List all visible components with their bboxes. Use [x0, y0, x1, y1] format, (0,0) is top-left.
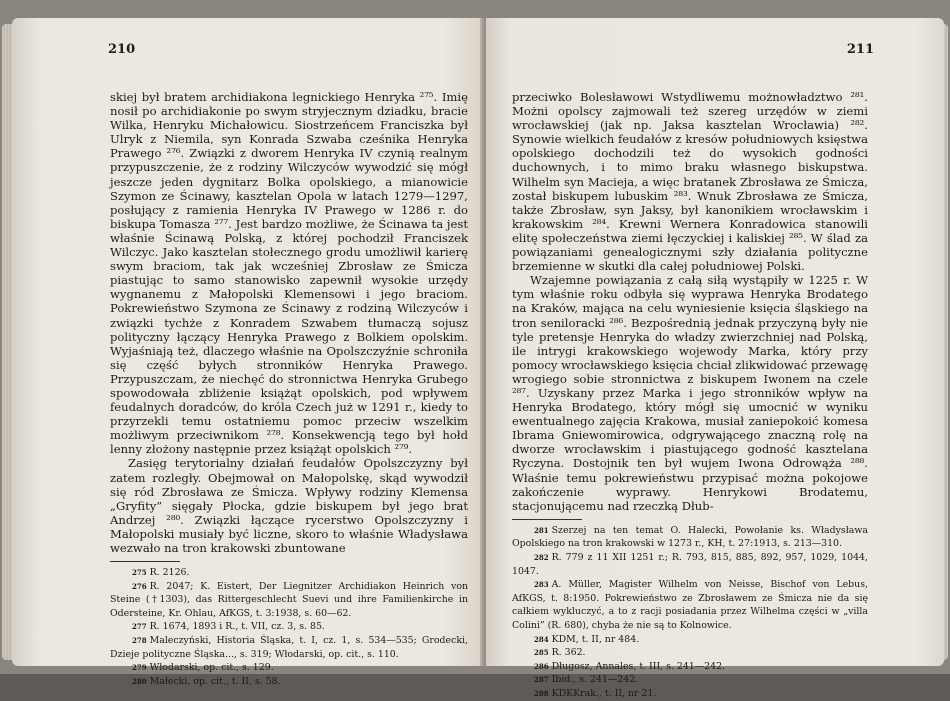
footnote: 276 R. 2047; K. Eistert, Der Liegnitzer Archidiakon Heinrich von Steine (†1303), das Rittergeschlecht Suevi und ihre Familienkirche in Odersteine, Kr. Ohlau, AfKGS, t. 3:1938, s. 60—62. [110, 580, 468, 619]
footnote: 288 KDKKrak., t. II, nr 21. [534, 687, 657, 699]
footnote: 281 Szerzej na ten temat O. Halecki, Powołanie ks. Władysława Opolskiego na tron krakowski w 1273 r., KH, t. 27:1913, s. 213—310. [512, 524, 868, 550]
footnote: 283 A. Müller, Magister Wilhelm von Neisse, Bischof von Lebus, AfKGS, t. 8:1950. Pokrewieństwo ze Zbrosławem ze Śmicza nie da się całkiem wykluczyć, a to z racji posiadania przez Wilhelma części w „villa Colini” (R. 680), chyba że nie są to Kolnowice. [512, 579, 868, 631]
footnote-rule [110, 561, 180, 562]
page-number: 211 [846, 42, 874, 57]
paragraph: skiej był bratem archidiakona legnickiego Henryka ²⁷⁵. Imię nosił po archidiakonie po swym stryjecznym dziadku, bracie Wilka, Henryku Michałowicu. Siostrzeńcem Franciszka był Ulryk z Niemila, syn Konrada Szwaba cześnika Henryka Prawego ²⁷⁶. Związki z dworem Henryka IV czynią realnym przypuszczenie, że z rodziny Wilczyców wywodzić się mógł jeszcze jeden dygnitarz Bolka opolskiego, a mianowicie Szymon ze Ścinawy, kasztelan Opola w latach 1279—1297, posłujący z ramienia Henryka IV Prawego w 1286 r. do biskupa Tomasza ²⁷⁷. Jest bardzo możliwe, że Ścinawa ta jest właśnie Ścinawą Polską, z której pochodził Franciszek Wilczyc. Jako kasztelan stołecznego grodu umożliwił karierę swym braciom, tak jak wcześniej Zbrosław ze Śmicza piastując to samo stanowisko zapewnił wysokie urzędy wygnanemu z Małopolski Klemensowi i jego braciom. Pokrewieństwo Szymona ze Ścinawy z rodziną Wilczyców i związki tychże z Konradem Szwabem tłumaczą sojusz polityczny łączący Henryka Prawego z Bolkiem opolskim. Wyjaśniają też, dlaczego właśnie na Opolszczyźnie schroniła się część byłych stronników Henryka Prawego. Przypuszczam, że niechęć do stronnictwa Henryka Grubego spowodowała zbliżenie książąt opolskich, pod wpływem feudalnych doradców, do króla Czech już w 1291 r., kiedy to przyrzekli temu ostatniemu pomoc przeciw wszelkim możliwym przeciwnikom ²⁷⁸. Konsekwencją tego był hołd lenny złożony następnie przez książąt opolskich ²⁷⁹. [110, 90, 468, 457]
footnote: 284 KDM, t. II, nr 484. [534, 633, 640, 645]
paragraph: Zasięg terytorialny działań feudałów Opolszczyzny był zatem rozległy. Obejmował on Małopolskę, skąd wywodził się ród Zbrosława ze Śmicza. Wpływy rodziny Klemensa „Gryfity” sięgały Płocka, gdzie biskupem był jego brat Andrzej ²⁸⁰. Związki łączące rycerstwo Opolszczyzny i Małopolski musiały być liczne, skoro to właśnie Władysława wezwało na tron krakowski zbuntowane [110, 456, 468, 555]
footnotes [110, 566, 468, 688]
right-page [486, 18, 944, 699]
paragraph: Wzajemne powiązania z całą siłą wystąpiły w 1225 r. W tym właśnie roku odbyła się wyprawa Henryka Brodatego na Kraków, mająca na celu wyniesienie księcia śląskiego na tron seniloracki ²⁸⁶. Bezpośrednią jednak przyczyną były nie tyle pretensje Henryka do władzy zwierzchniej nad Polską, ile intrygi krakowskiego wojewody Marka, który przy pomocy wrocławskiego księcia chciał zlikwidować przewagę wrogiego sobie stronnictwa z biskupem Iwonem na czele ²⁸⁷. Uzyskany przez Marka i jego stronników wpływ na Henryka Brodatego, który mógł się umocnić w wyniku ewentualnego zajęcia Krakowa, musiał zaniepokoić komesa Ibrama Gniewomirowica, odgrywającego znaczną rolę na dworze wrocławskim i piastującego godność kasztelana Ryczyna. Dostojnik ten był wujem Iwona Odrowąża ²⁸⁸. Właśnie temu pokrewieństwu przypisać można pokojowe zakończenie wyprawy. Henrykowi Brodatemu, stacjonującemu nad rzeczką Dłub- [512, 273, 868, 513]
footnote: 279 Włodarski, op. cit., s. 129. [132, 662, 274, 674]
page-body [512, 90, 868, 701]
footnote: 287 Ibid., s. 241—242. [534, 674, 639, 686]
footnote: 286 Długosz, Annales, t. III, s. 241—242. [534, 660, 726, 672]
page-body [110, 90, 468, 688]
left-page [12, 18, 484, 687]
paragraph: przeciwko Bolesławowi Wstydliwemu możnowładztwo ²⁸¹. Możni opolscy zajmowali też szereg urzędów w ziemi wrocławskiej (jak np. Jaksa kasztelan Wrocławia) ²⁸². Synowie wielkich feudałów z kresów południowych księstwa opolskiego dochodzili też do wysokich godności duchownych, i to mimo braku własnego biskupstwa. Wilhelm syn Macieja, a więc bratanek Zbrosława ze Śmicza, został biskupem lubuskim ²⁸³. Wnuk Zbrosława ze Śmicza, także Zbrosław, syn Jaksy, był kanonikiem wrocławskim i krakowskim ²⁸⁴. Krewni Wernera Konradowica stanowili elitę społeczeństwa ziemi łęczyckiej i kaliskiej ²⁸⁵. W ślad za powiązaniami genealogicznymi szły działania polityczne brzemienne w skutki dla całej południowej Polski. [512, 90, 868, 274]
footnote: 285 R. 362. [534, 647, 586, 659]
footnote: 275 R. 2126. [132, 567, 190, 579]
footnote: 280 Małecki, op. cit., t. II, s. 58. [132, 675, 281, 687]
footnote: 277 R. 1674, 1893 i R., t. VII, cz. 3, s. 85. [132, 621, 325, 633]
page-number: 210 [108, 42, 136, 57]
footnotes [512, 524, 868, 701]
footnote: 278 Maleczyński, Historia Śląska, t. I, cz. 1, s. 534—535; Grodecki, Dzieje polityczne Śląska..., s. 319; Włodarski, op. cit., s. 110. [110, 635, 468, 660]
footnote: 282 R. 779 z 11 XII 1251 r.; R. 793, 815, 885, 892, 957, 1029, 1044, 1047. [512, 552, 868, 577]
footnote-rule [512, 519, 582, 520]
